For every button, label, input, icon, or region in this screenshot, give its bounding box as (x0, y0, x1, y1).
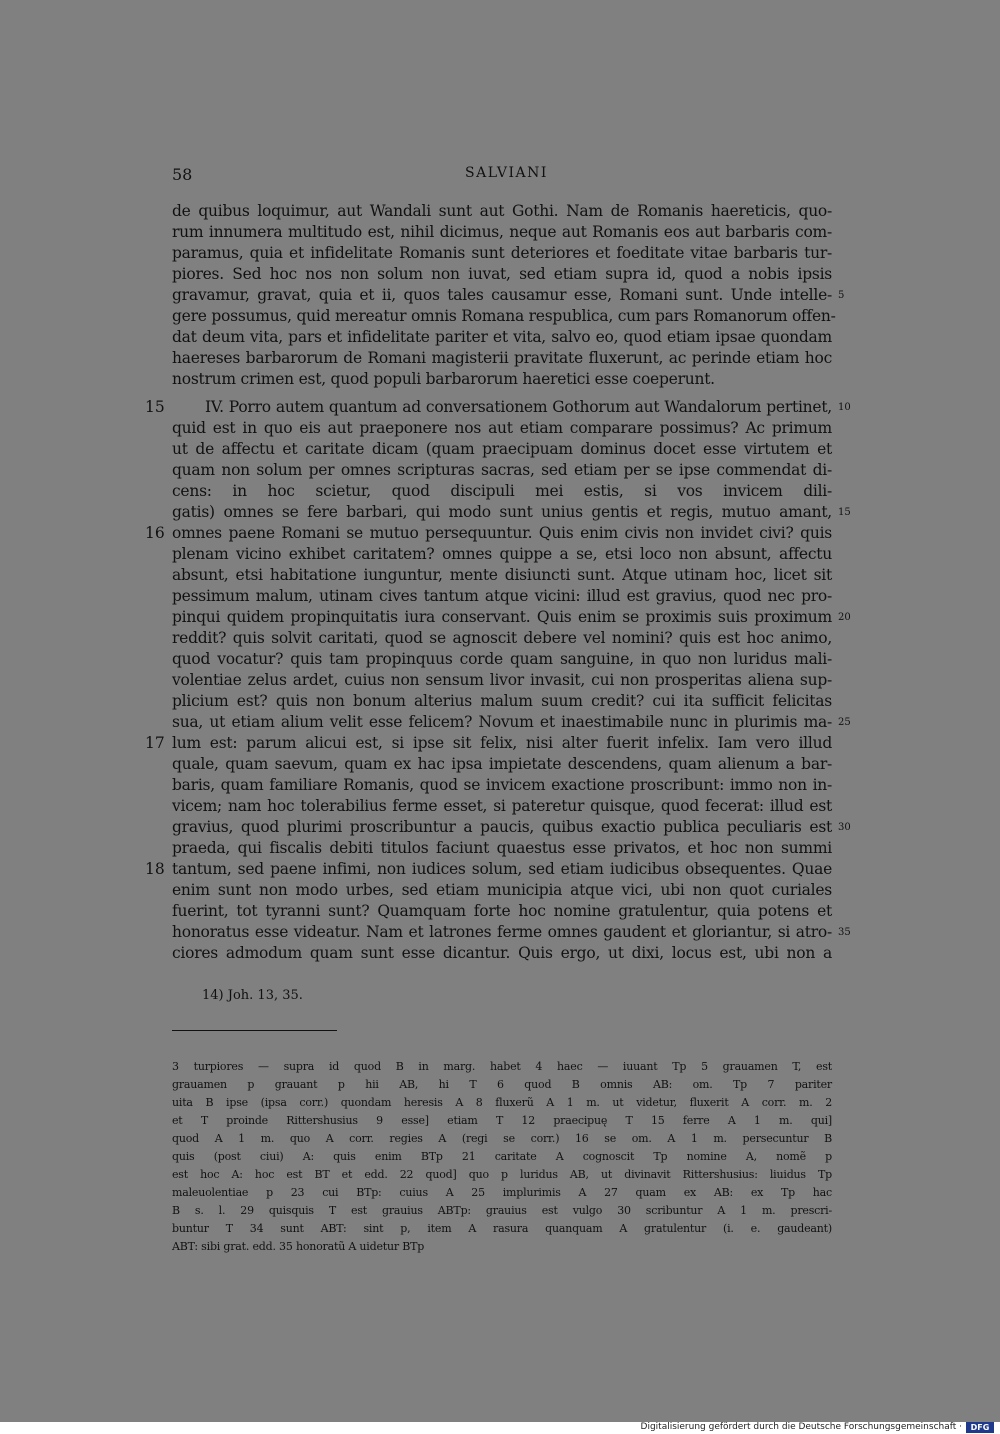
footnote-line: et T proinde Rittershusius 9 esse] etiam T 12 praecipuę T 15 ferre A 1 m. qui] (172, 1114, 832, 1127)
scripture-reference: 14) Joh. 13, 35. (202, 988, 303, 1003)
text-line: nostrum crimen est, quod populi barbarorum haeretici esse coeperunt. (172, 370, 715, 388)
section-number: 16 (145, 524, 165, 542)
footnote-line: quis (post ciui) A: quis enim BTp 21 caritate A cognoscit Tp nomine A, nomẽ p (172, 1150, 832, 1163)
footnote-line: ABT: sibi grat. edd. 35 honoratũ A uidetur BTp (172, 1240, 425, 1253)
footnote-line: est hoc A: hoc est BT et edd. 22 quod] quo p luridus AB, ut divinavit Rittershusius: liuidus Tp (172, 1168, 832, 1181)
text-line: dat deum vita, pars et infidelitate pariter et vita, salvo eo, quod etiam ipsae quondam (172, 328, 832, 346)
footnote-divider (172, 1030, 337, 1031)
text-line: gravamur, gravat, quia et ii, quos tales causamur esse, Romani sunt. Unde intelle- (172, 286, 832, 304)
text-line: pinqui quidem propinquitatis iura conservant. Quis enim se proximis suis proximum (172, 608, 832, 626)
text-line: enim sunt non modo urbes, sed etiam municipia atque vici, ubi non quot curiales (172, 881, 832, 899)
text-line: de quibus loquimur, aut Wandali sunt aut Gothi. Nam de Romanis haereticis, quo- (172, 202, 832, 220)
text-line: volentiae zelus ardet, cuius non sensum livor invasit, cui non prosperitas aliena sup- (172, 671, 832, 689)
text-line: piores. Sed hoc nos non solum non iuvat, sed etiam supra id, quod a nobis ipsis (172, 265, 832, 283)
text-line: IV. Porro autem quantum ad conversationem Gothorum aut Wandalorum pertinet, (205, 398, 832, 416)
text-line: lum est: parum alicui est, si ipse sit felix, nisi alter fuerit infelix. Iam vero illud (172, 734, 832, 752)
footnote-line: buntur T 34 sunt ABT: sint p, item A rasura quanquam A gratulentur (i. e. gaudeant) (172, 1222, 832, 1235)
text-line: gatis) omnes se fere barbari, qui modo sunt unius gentis et regis, mutuo amant, (172, 503, 832, 521)
section-number: 17 (145, 734, 165, 752)
text-line: tantum, sed paene infimi, non iudices solum, sed etiam iudicibus obsequentes. Quae (172, 860, 832, 878)
section-number: 18 (145, 860, 165, 878)
footnote-line: grauamen p grauant p hii AB, hi T 6 quod B omnis AB: om. Tp 7 pariter (172, 1078, 832, 1091)
text-line: paramus, quia et infidelitate Romanis sunt deteriores et foeditate vitae barbaris tur- (172, 244, 832, 262)
funding-notice: Digitalisierung gefördert durch die Deutsche Forschungsgemeinschaft · (640, 1422, 962, 1432)
text-line: reddit? quis solvit caritati, quod se agnoscit debere vel nomini? quis est hoc animo, (172, 629, 832, 647)
line-number: 30 (838, 822, 851, 833)
text-line: ciores admodum quam sunt esse dicantur. Quis ergo, ut dixi, locus est, ubi non a (172, 944, 832, 962)
text-line: vicem; nam hoc tolerabilius ferme esset, si pateretur quisque, quod fecerat: illud est (172, 797, 832, 815)
line-number: 15 (838, 507, 851, 518)
text-line: haereses barbarorum de Romani magisterii pravitate fluxerunt, ac perinde etiam hoc (172, 349, 832, 367)
text-line: quam non solum per omnes scripturas sacras, sed etiam per se ipse commendat di- (172, 461, 832, 479)
dfg-logo-icon[interactable]: DFG (966, 1422, 994, 1433)
page-number: 58 (172, 165, 193, 184)
text-line: honoratus esse videatur. Nam et latrones ferme omnes gaudent et gloriantur, si atro- (172, 923, 832, 941)
text-line: omnes paene Romani se mutuo persequuntur. Quis enim civis non invidet civi? quis (172, 524, 832, 542)
text-line: fuerint, tot tyranni sunt? Quamquam forte hoc nomine gratulentur, quia potens et (172, 902, 832, 920)
text-line: rum innumera multitudo est, nihil dicimus, neque aut Romanis eos aut barbaris com- (172, 223, 832, 241)
footnote-line: 3 turpiores — supra id quod B in marg. habet 4 haec — iuuant Tp 5 grauamen T, est (172, 1060, 832, 1073)
text-line: gravius, quod plurimi proscribuntur a paucis, quibus exactio publica peculiaris est (172, 818, 832, 836)
footnote-line: B s. l. 29 quisquis T est grauius ABTp: grauius est vulgo 30 scribuntur A 1 m. prescri- (172, 1204, 832, 1217)
text-line: praeda, qui fiscalis debiti titulos faciunt quaestus esse privatos, et hoc non summi (172, 839, 832, 857)
line-number: 10 (838, 402, 851, 413)
line-number: 20 (838, 612, 851, 623)
text-line: pessimum malum, utinam cives tantum atque vicini: illud est gravius, quod nec pro- (172, 587, 832, 605)
text-line: baris, quam familiare Romanis, quod se invicem exactione proscribunt: immo non in- (172, 776, 832, 794)
footnote-line: uita B ipse (ipsa corr.) quondam heresis A 8 fluxerũ A 1 m. ut videtur, fluxerit A corr. m. 2 (172, 1096, 832, 1109)
funding-footer (0, 1422, 1000, 1434)
text-line: absunt, etsi habitatione iunguntur, mente disiuncti sunt. Atque utinam hoc, licet sit (172, 566, 832, 584)
text-line: ut de affectu et caritate dicam (quam praecipuam dominus docet esse virtutem et (172, 440, 832, 458)
line-number: 5 (838, 290, 845, 301)
text-line: quale, quam saevum, quam ex hac ipsa impietate descendens, quam alienum a bar- (172, 755, 832, 773)
text-line: cens: in hoc scietur, quod discipuli mei estis, si vos invicem dili- (172, 482, 832, 500)
line-number: 25 (838, 717, 851, 728)
text-line: plenam vicino exhibet caritatem? omnes quippe a se, etsi loco non absunt, affectu (172, 545, 832, 563)
text-line: gere possumus, quid mereatur omnis Romana respublica, cum pars Romanorum offen- (172, 307, 836, 325)
text-line: quid est in quo eis aut praeponere nos aut etiam comparare possimus? Ac primum (172, 419, 832, 437)
footnote-line: quod A 1 m. quo A corr. regies A (regi se corr.) 16 se om. A 1 m. persecuntur B (172, 1132, 832, 1145)
running-title: SALVIANI (465, 165, 548, 181)
text-line: plicium est? quis non bonum alterius malum suum credit? cui ita sufficit felicitas (172, 692, 832, 710)
text-line: quod vocatur? quis tam propinquus corde quam sanguine, in quo non luridus mali- (172, 650, 832, 668)
footnote-line: maleuolentiae p 23 cui BTp: cuius A 25 implurimis A 27 quam ex AB: ex Tp hac (172, 1186, 832, 1199)
section-number: 15 (145, 398, 165, 416)
line-number: 35 (838, 927, 851, 938)
text-line: sua, ut etiam alium velit esse felicem? Novum et inaestimabile nunc in plurimis ma- (172, 713, 832, 731)
